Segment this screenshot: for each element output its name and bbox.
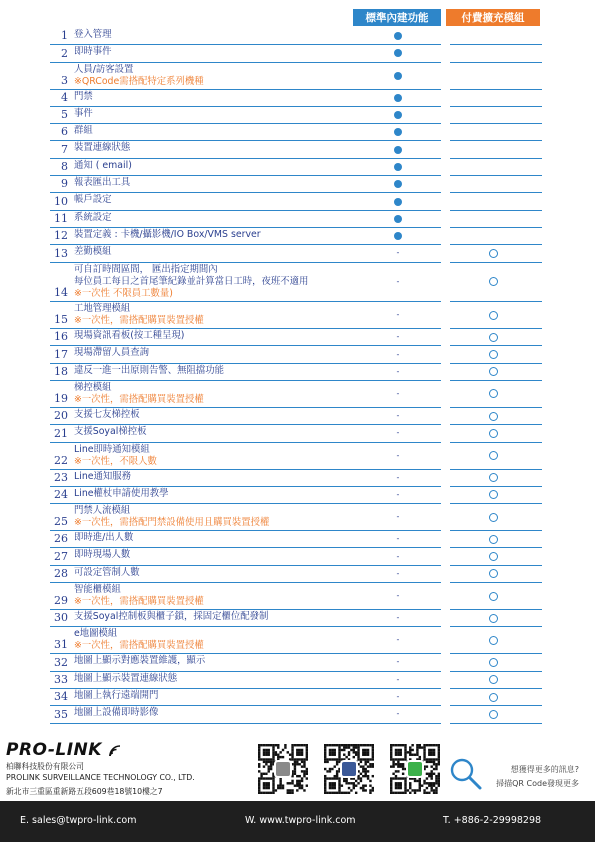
feature-label: 事件: [74, 107, 93, 119]
table-row: [50, 443, 542, 470]
row-number: 23: [54, 470, 68, 484]
table-row: [50, 627, 542, 654]
table-row: [50, 381, 542, 408]
feature-label: 差勤模組: [74, 246, 112, 258]
feature-label: 報表匯出工具: [74, 177, 131, 189]
paid-cell: [446, 470, 540, 486]
dash-mark: -: [396, 450, 400, 460]
table-row: [50, 141, 542, 158]
row-text: [74, 91, 392, 103]
row-text: [74, 444, 392, 468]
row-number: 22: [54, 453, 68, 467]
feature-label: 門禁人流模組: [74, 505, 131, 517]
row-text: [74, 160, 392, 172]
table-row: [50, 470, 542, 487]
row-number: 11: [54, 211, 68, 225]
row-text: [74, 212, 392, 224]
standard-cell: [355, 548, 441, 564]
row-number: 13: [54, 246, 68, 260]
row-number: 30: [54, 611, 68, 625]
feature-note: ※一次性，需搭配購買裝置授權: [74, 315, 204, 327]
dash-mark: -: [396, 568, 400, 578]
row-text: [74, 655, 392, 667]
feature-label: 門禁: [74, 90, 93, 102]
row-text: [74, 673, 392, 685]
feature-note: ※一次性 不限員工數量): [74, 287, 173, 299]
row-text: [74, 409, 392, 421]
paid-cell: [446, 566, 540, 582]
row-text: [74, 229, 392, 241]
row-number: 32: [54, 655, 68, 669]
table-row: [50, 28, 542, 45]
footer-phone: T. +886-2-29998298: [443, 815, 542, 826]
row-number: 15: [54, 313, 68, 327]
row-text: [74, 471, 392, 483]
table-row: [50, 302, 542, 329]
row-number: 7: [61, 142, 68, 156]
standard-cell: [355, 263, 441, 302]
optional-circle-icon: [489, 350, 498, 359]
included-dot-icon: [394, 32, 402, 40]
row-number: 2: [61, 46, 68, 60]
feature-label: 工地管理模組: [74, 303, 131, 315]
included-dot-icon: [394, 232, 402, 240]
paid-cell: [446, 531, 540, 547]
footer-email[interactable]: E. sales@twpro-link.com: [20, 815, 137, 826]
standard-cell: [355, 672, 441, 688]
table-row: [50, 90, 542, 107]
row-number: 29: [54, 594, 68, 608]
feature-label: 可設定管制人數: [74, 566, 140, 578]
feature-table: [50, 28, 542, 724]
standard-cell: [355, 706, 441, 722]
feature-label: 現場滯留人員查詢: [74, 347, 150, 359]
standard-cell: [355, 443, 441, 469]
feature-label: 違反一進一出原則告警、無阻擋功能: [74, 364, 225, 376]
standard-cell: [355, 90, 441, 106]
feature-label: 梯控模組: [74, 381, 112, 393]
standard-cell: [355, 583, 441, 609]
included-dot-icon: [394, 215, 402, 223]
feature-note: ※一次性，需搭配門禁設備使用且購買裝置授權: [74, 517, 270, 529]
table-row: [50, 329, 542, 346]
more-info-line2: 掃描QR Code發現更多: [496, 779, 579, 788]
row-text: [74, 177, 392, 189]
row-text: [74, 46, 392, 58]
dash-mark: -: [396, 366, 400, 376]
table-row: [50, 548, 542, 565]
feature-label: 支援Soyal控制板與櫃子鎖，採固定櫃位配發制: [74, 611, 269, 623]
dash-mark: -: [396, 709, 400, 719]
included-dot-icon: [394, 163, 402, 171]
feature-label: 通知 ( email): [74, 159, 132, 171]
feature-label: e地圖模組: [74, 628, 118, 640]
optional-circle-icon: [489, 614, 498, 623]
optional-circle-icon: [489, 592, 498, 601]
dash-mark: -: [396, 657, 400, 667]
table-row: [50, 228, 542, 245]
standard-cell: [355, 408, 441, 424]
feature-label: 可自訂時間區間， 匯出指定期間內: [74, 263, 218, 275]
paid-cell: [446, 228, 540, 244]
table-row: [50, 107, 542, 124]
prolink-logo: PRO-LINK: [6, 740, 102, 760]
table-row: [50, 566, 542, 583]
paid-cell: [446, 124, 540, 140]
optional-circle-icon: [489, 569, 498, 578]
optional-circle-icon: [489, 367, 498, 376]
row-number: 17: [54, 347, 68, 361]
more-info-line1: 想獲得更多的訊息?: [510, 765, 579, 774]
row-number: 28: [54, 567, 68, 581]
paid-cell: [446, 425, 540, 441]
standard-cell: [355, 159, 441, 175]
row-text: [74, 549, 392, 561]
dash-mark: -: [396, 591, 400, 601]
optional-circle-icon: [489, 513, 498, 522]
optional-circle-icon: [489, 693, 498, 702]
paid-cell: [446, 610, 540, 626]
feature-label: Line通知服務: [74, 470, 132, 482]
row-number: 5: [61, 108, 68, 122]
standard-cell: [355, 141, 441, 157]
optional-circle-icon: [489, 429, 498, 438]
optional-circle-icon: [489, 552, 498, 561]
standard-cell: [355, 124, 441, 140]
standard-cell: [355, 689, 441, 705]
optional-circle-icon: [489, 535, 498, 544]
table-row: [50, 408, 542, 425]
optional-circle-icon: [489, 636, 498, 645]
standard-cell: [355, 245, 441, 261]
feature-label: 現場資訊看板(按工種呈現): [74, 330, 185, 342]
paid-cell: [446, 90, 540, 106]
paid-cell: [446, 583, 540, 609]
row-number: 14: [54, 286, 68, 300]
optional-circle-icon: [489, 473, 498, 482]
table-row: [50, 364, 542, 381]
dash-mark: -: [396, 551, 400, 561]
standard-cell: [355, 45, 441, 61]
dash-mark: -: [396, 332, 400, 342]
table-row: [50, 211, 542, 228]
standard-cell: [355, 176, 441, 192]
included-dot-icon: [394, 49, 402, 57]
row-number: 10: [54, 194, 68, 208]
paid-cell: [446, 548, 540, 564]
optional-circle-icon: [489, 451, 498, 460]
table-row: [50, 193, 542, 210]
feature-label: Line權杖申請使用教學: [74, 487, 169, 499]
optional-circle-icon: [489, 249, 498, 258]
row-number: 20: [54, 409, 68, 423]
feature-label: 人員/訪客設置: [74, 63, 134, 75]
paid-cell: [446, 504, 540, 530]
included-dot-icon: [394, 146, 402, 154]
qr-code-line-icon[interactable]: [390, 744, 440, 794]
row-text: [74, 690, 392, 702]
row-text: [74, 246, 392, 258]
row-text: [74, 125, 392, 137]
feature-label: 即時事件: [74, 46, 112, 58]
standard-cell: [355, 566, 441, 582]
company-address: 新北市三重區重新路五段609巷18號10樓之7: [6, 787, 163, 796]
row-text: [74, 611, 392, 623]
paid-cell: [446, 263, 540, 302]
paid-cell: [446, 487, 540, 503]
row-text: [74, 382, 392, 406]
row-text: [74, 303, 392, 327]
included-dot-icon: [394, 128, 402, 136]
row-number: 16: [54, 330, 68, 344]
feature-label: 地圖上設備即時影像: [74, 707, 159, 719]
feature-label: 支援七友梯控板: [74, 408, 140, 420]
table-row: [50, 654, 542, 671]
footer-bar: [0, 801, 595, 842]
qr-code-facebook-icon[interactable]: [324, 744, 374, 794]
dash-mark: -: [396, 349, 400, 359]
feature-label: 裝置連線狀態: [74, 142, 131, 154]
row-number: 31: [54, 638, 68, 652]
row-text: [74, 584, 392, 608]
paid-cell: [446, 672, 540, 688]
row-number: 3: [61, 73, 68, 87]
table-row: [50, 504, 542, 531]
row-number: 24: [54, 488, 68, 502]
standard-cell: [355, 346, 441, 362]
feature-label: 地圖上顯示對應裝置維護，顯示: [74, 655, 206, 667]
included-dot-icon: [394, 198, 402, 206]
feature-label: 智能櫃模組: [74, 584, 121, 596]
feature-note: ※一次性，需搭配購買裝置授權: [74, 596, 204, 608]
included-dot-icon: [394, 72, 402, 80]
feature-label: 系統設定: [74, 211, 112, 223]
row-number: 34: [54, 690, 68, 704]
feature-label-cont: 每位員工每日之首尾筆紀錄並計算當日工時，夜班不適用: [74, 275, 309, 287]
row-number: 18: [54, 364, 68, 378]
optional-circle-icon: [489, 412, 498, 421]
standard-cell: [355, 487, 441, 503]
feature-label: 登入管理: [74, 29, 112, 40]
row-number: 1: [61, 29, 68, 43]
paid-cell: [446, 654, 540, 670]
standard-cell: [355, 654, 441, 670]
table-row: [50, 425, 542, 442]
paid-cell: [446, 245, 540, 261]
row-text: [74, 29, 392, 41]
dash-mark: -: [396, 534, 400, 544]
table-row: [50, 159, 542, 176]
dash-mark: -: [396, 428, 400, 438]
paid-cell: [446, 408, 540, 424]
table-row: [50, 583, 542, 610]
standard-cell: [355, 63, 441, 89]
paid-cell: [446, 63, 540, 89]
feature-label: 即時現場人數: [74, 549, 131, 561]
row-number: 8: [61, 160, 68, 174]
row-text: [74, 142, 392, 154]
dash-mark: -: [396, 472, 400, 482]
paid-cell: [446, 302, 540, 328]
standard-cell: [355, 193, 441, 209]
table-row: [50, 610, 542, 627]
paid-cell: [446, 689, 540, 705]
table-row: [50, 124, 542, 141]
feature-label: 地圖上執行遠端開門: [74, 689, 159, 701]
standard-cell: [355, 531, 441, 547]
optional-circle-icon: [489, 675, 498, 684]
header-standard: 標準內建功能: [353, 9, 441, 26]
standard-cell: [355, 211, 441, 227]
feature-note: ※一次性，需搭配購買裝置授權: [74, 640, 204, 652]
feature-label: 群組: [74, 125, 93, 137]
row-number: 21: [54, 426, 68, 440]
signal-icon: [108, 744, 122, 758]
dash-mark: -: [396, 674, 400, 684]
table-row: [50, 487, 542, 504]
row-number: 26: [54, 532, 68, 546]
company-name-zh: 柏聯科技股份有限公司: [6, 762, 84, 771]
paid-cell: [446, 346, 540, 362]
row-number: 6: [61, 125, 68, 139]
feature-note: ※一次性，需搭配購買裝置授權: [74, 393, 204, 405]
dash-mark: -: [396, 276, 400, 286]
paid-cell: [446, 159, 540, 175]
feature-note: ※一次性，不限人數: [74, 455, 157, 467]
dash-mark: -: [396, 411, 400, 421]
standard-cell: [355, 381, 441, 407]
row-number: 33: [54, 672, 68, 686]
row-text: [74, 488, 392, 500]
optional-circle-icon: [489, 389, 498, 398]
table-row: [50, 346, 542, 363]
paid-cell: [446, 211, 540, 227]
qr-code-p-icon[interactable]: [258, 744, 308, 794]
row-number: 35: [54, 707, 68, 721]
table-row: [50, 706, 542, 723]
paid-cell: [446, 107, 540, 123]
feature-label: 支援Soyal梯控板: [74, 426, 147, 438]
row-number: 19: [54, 391, 68, 405]
optional-circle-icon: [489, 333, 498, 342]
row-text: [74, 707, 392, 719]
included-dot-icon: [394, 180, 402, 188]
row-text: [74, 567, 392, 579]
row-text: [74, 365, 392, 377]
dash-mark: -: [396, 512, 400, 522]
dash-mark: -: [396, 692, 400, 702]
table-row: [50, 689, 542, 706]
standard-cell: [355, 28, 441, 44]
optional-circle-icon: [489, 658, 498, 667]
feature-label: 帳戶設定: [74, 194, 112, 206]
dash-mark: -: [396, 310, 400, 320]
paid-cell: [446, 176, 540, 192]
optional-circle-icon: [489, 277, 498, 286]
dash-mark: -: [396, 613, 400, 623]
footer-website[interactable]: W. www.twpro-link.com: [245, 815, 356, 826]
row-number: 25: [54, 515, 68, 529]
row-text: [74, 194, 392, 206]
row-text: [74, 505, 392, 529]
paid-cell: [446, 193, 540, 209]
feature-note: ※QRCode需搭配特定系列機種: [74, 75, 204, 87]
paid-cell: [446, 141, 540, 157]
company-name-en: PROLINK SURVEILLANCE TECHNOLOGY CO., LTD.: [6, 773, 195, 782]
paid-cell: [446, 443, 540, 469]
paid-cell: [446, 706, 540, 722]
optional-circle-icon: [489, 311, 498, 320]
row-text: [74, 108, 392, 120]
feature-label: Line即時通知模組: [74, 443, 150, 455]
table-row: [50, 176, 542, 193]
feature-label: 即時進/出人數: [74, 532, 134, 544]
row-number: 4: [61, 90, 68, 104]
table-row: [50, 63, 542, 90]
dash-mark: -: [396, 489, 400, 499]
paid-cell: [446, 329, 540, 345]
row-text: [74, 64, 392, 88]
paid-cell: [446, 364, 540, 380]
row-text: [74, 330, 392, 342]
table-row: [50, 245, 542, 262]
standard-cell: [355, 425, 441, 441]
row-text: [74, 347, 392, 359]
row-number: 27: [54, 549, 68, 563]
optional-circle-icon: [489, 490, 498, 499]
row-number: 12: [54, 229, 68, 243]
standard-cell: [355, 504, 441, 530]
standard-cell: [355, 627, 441, 653]
standard-cell: [355, 470, 441, 486]
table-row: [50, 263, 542, 303]
row-text: [74, 532, 392, 544]
included-dot-icon: [394, 111, 402, 119]
optional-circle-icon: [489, 710, 498, 719]
standard-cell: [355, 364, 441, 380]
standard-cell: [355, 107, 441, 123]
row-number: 9: [61, 177, 68, 191]
dash-mark: -: [396, 635, 400, 645]
paid-cell: [446, 28, 540, 44]
paid-cell: [446, 627, 540, 653]
included-dot-icon: [394, 94, 402, 102]
feature-label: 地圖上顯示裝置連線狀態: [74, 672, 178, 684]
standard-cell: [355, 329, 441, 345]
standard-cell: [355, 610, 441, 626]
table-row: [50, 45, 542, 62]
table-row: [50, 531, 542, 548]
feature-label: 裝置定義 : 卡機/攝影機/IO Box/VMS server: [74, 228, 261, 240]
row-text: [74, 426, 392, 438]
row-text: [74, 264, 392, 300]
magnifier-icon: [448, 756, 484, 792]
row-text: [74, 628, 392, 652]
paid-cell: [446, 45, 540, 61]
dash-mark: -: [396, 388, 400, 398]
dash-mark: -: [396, 248, 400, 258]
paid-cell: [446, 381, 540, 407]
header-paid: 付費擴充模組: [446, 9, 540, 26]
standard-cell: [355, 302, 441, 328]
table-row: [50, 672, 542, 689]
standard-cell: [355, 228, 441, 244]
